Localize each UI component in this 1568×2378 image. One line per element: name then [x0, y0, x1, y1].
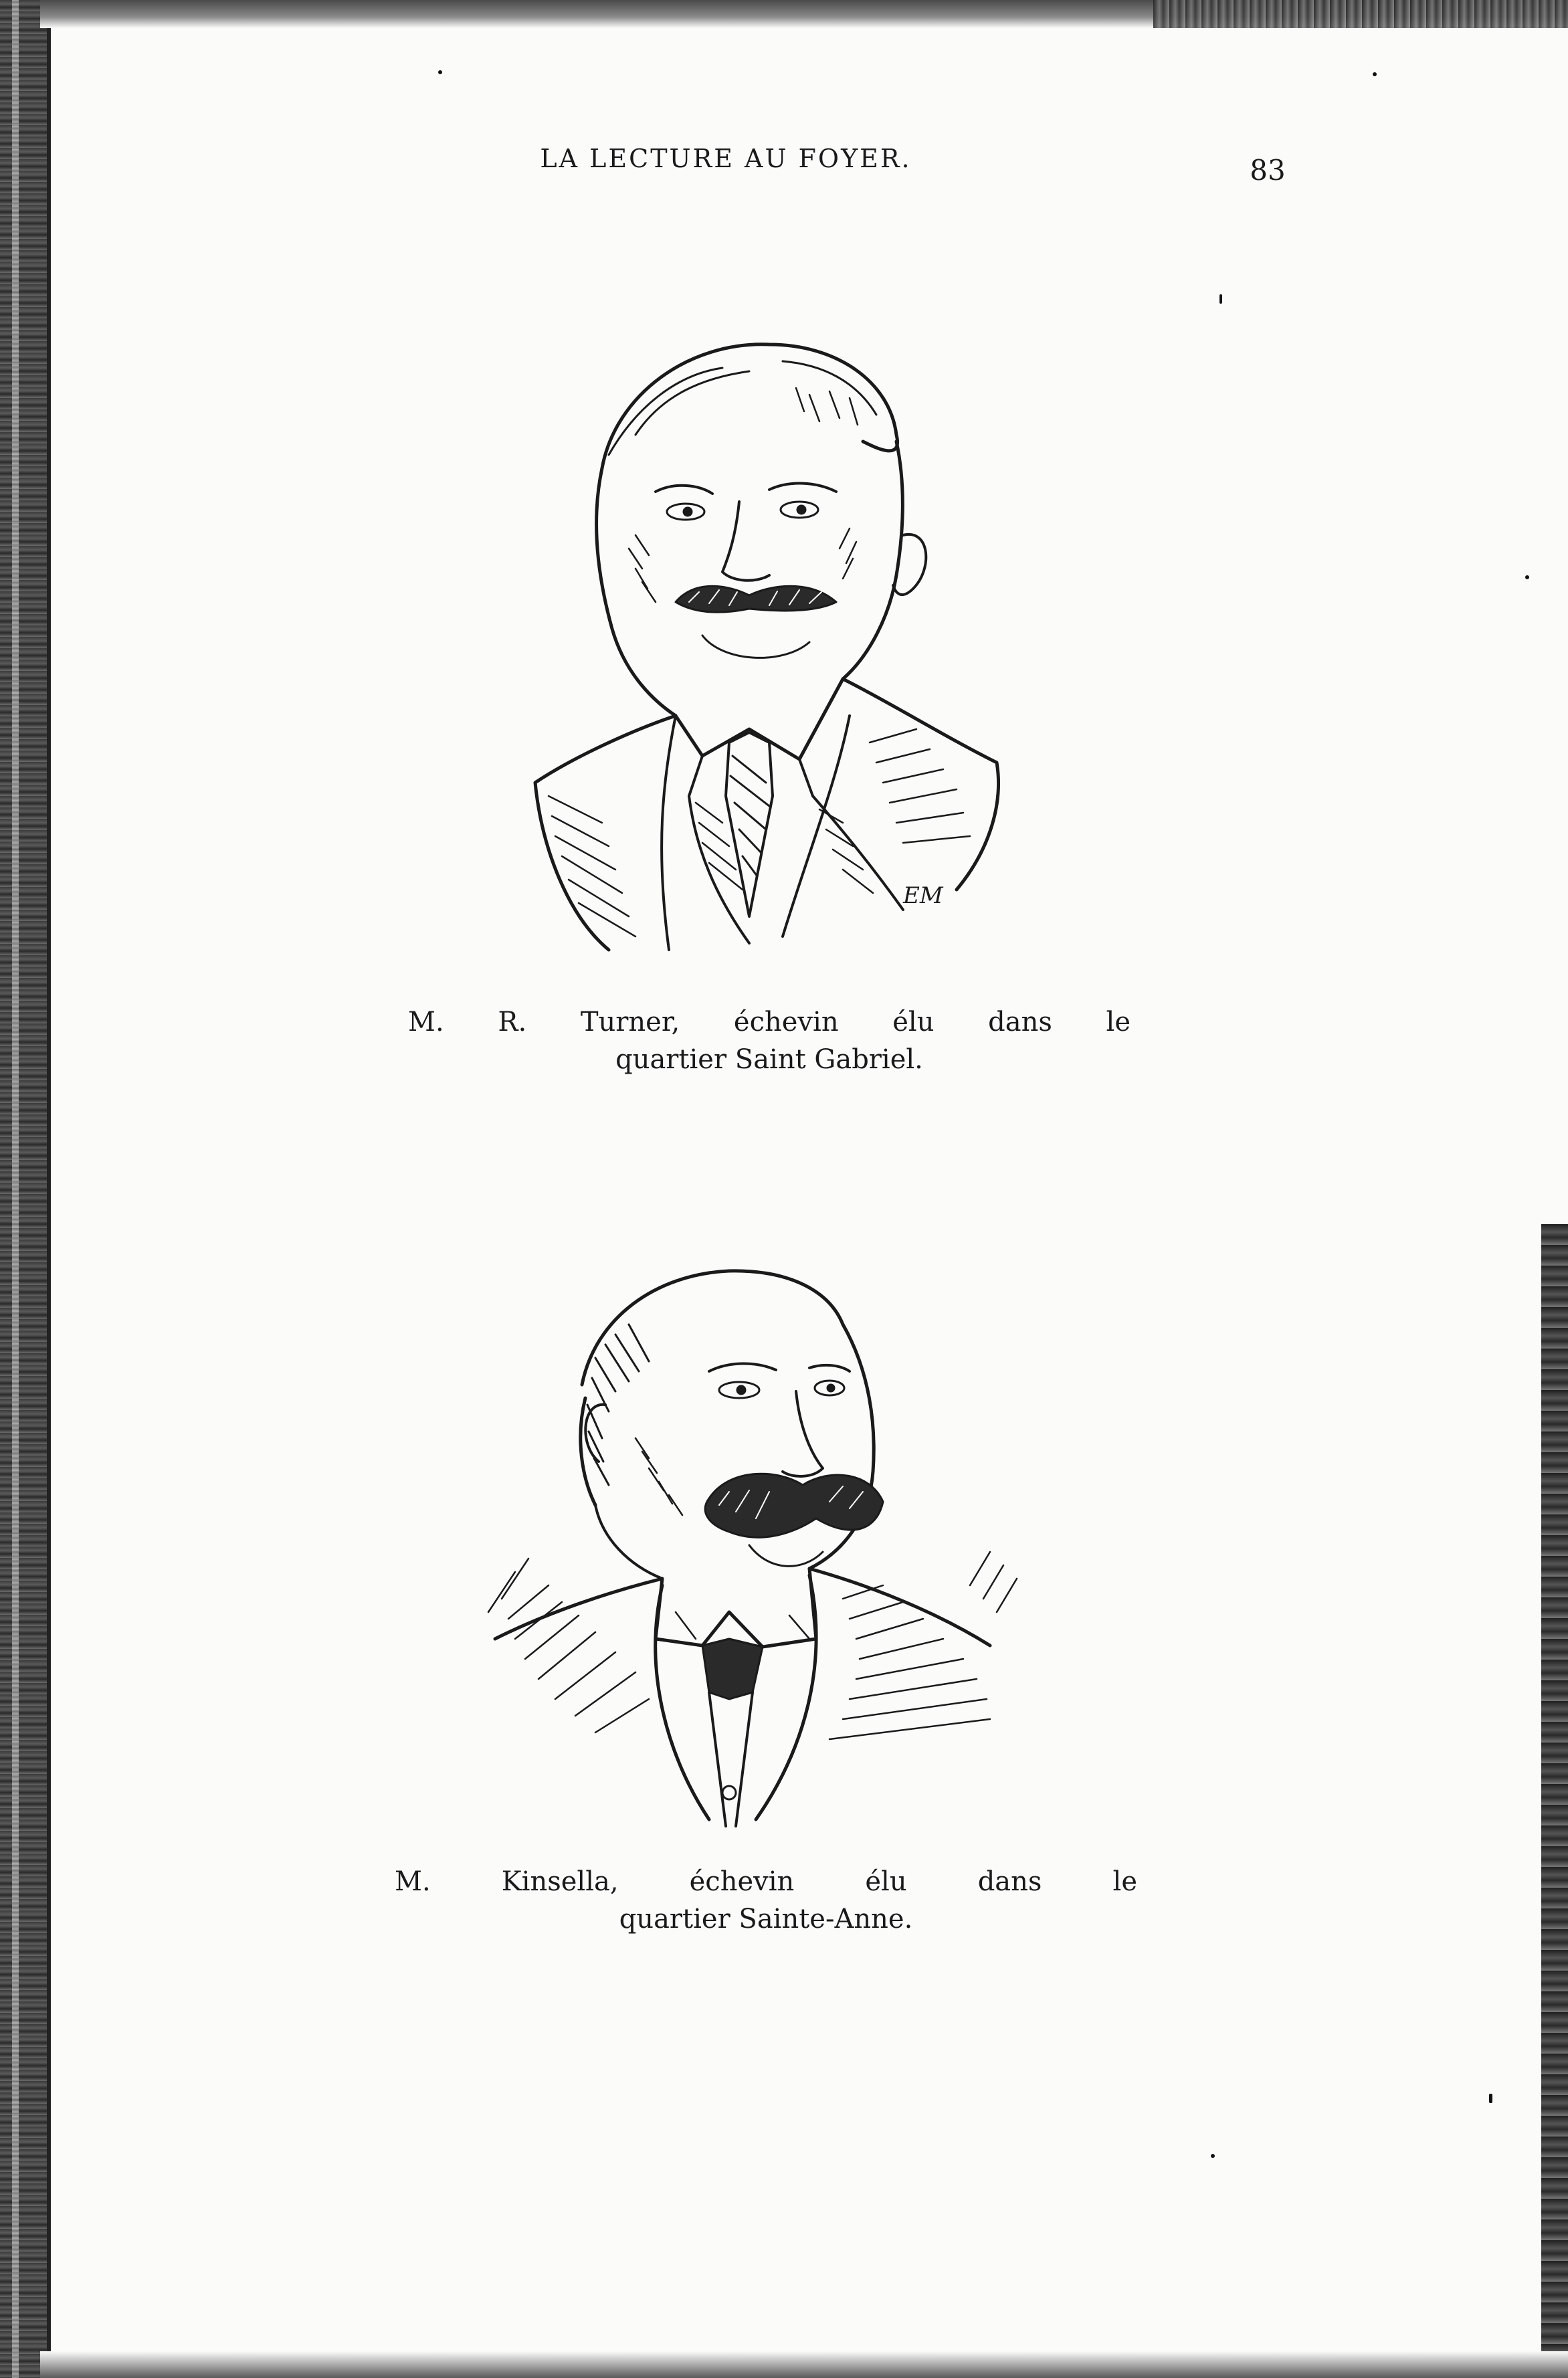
ink-speck [1211, 2154, 1215, 2158]
artist-signature: EM [903, 882, 943, 909]
ink-speck [1373, 72, 1377, 76]
ink-speck [1219, 294, 1222, 304]
ink-speck [438, 70, 442, 74]
caption-line-1: M. Kinsella, échevin élu dans le [395, 1866, 1137, 1897]
caption-turner [408, 1003, 1131, 1078]
ink-speck [1489, 2094, 1492, 2103]
page-bottom-edge [40, 2351, 1568, 2378]
page-top-edge [40, 0, 1568, 28]
ink-speck [1525, 575, 1529, 579]
portrait-kinsella [415, 1237, 1084, 1873]
caption-kinsella [395, 1863, 1137, 1938]
caption-line-2: quartier Sainte-Anne. [619, 1904, 913, 1935]
page-number: 83 [1250, 154, 1286, 187]
page-right-edge [1541, 1224, 1568, 2378]
caption-line-1: M. R. Turner, échevin élu dans le [408, 1007, 1131, 1037]
caption-line-2: quartier Saint Gabriel. [615, 1044, 923, 1075]
portrait-turner [435, 314, 1104, 983]
binding-edge-left [0, 0, 51, 2378]
running-header: LA LECTURE AU FOYER. [540, 144, 912, 173]
